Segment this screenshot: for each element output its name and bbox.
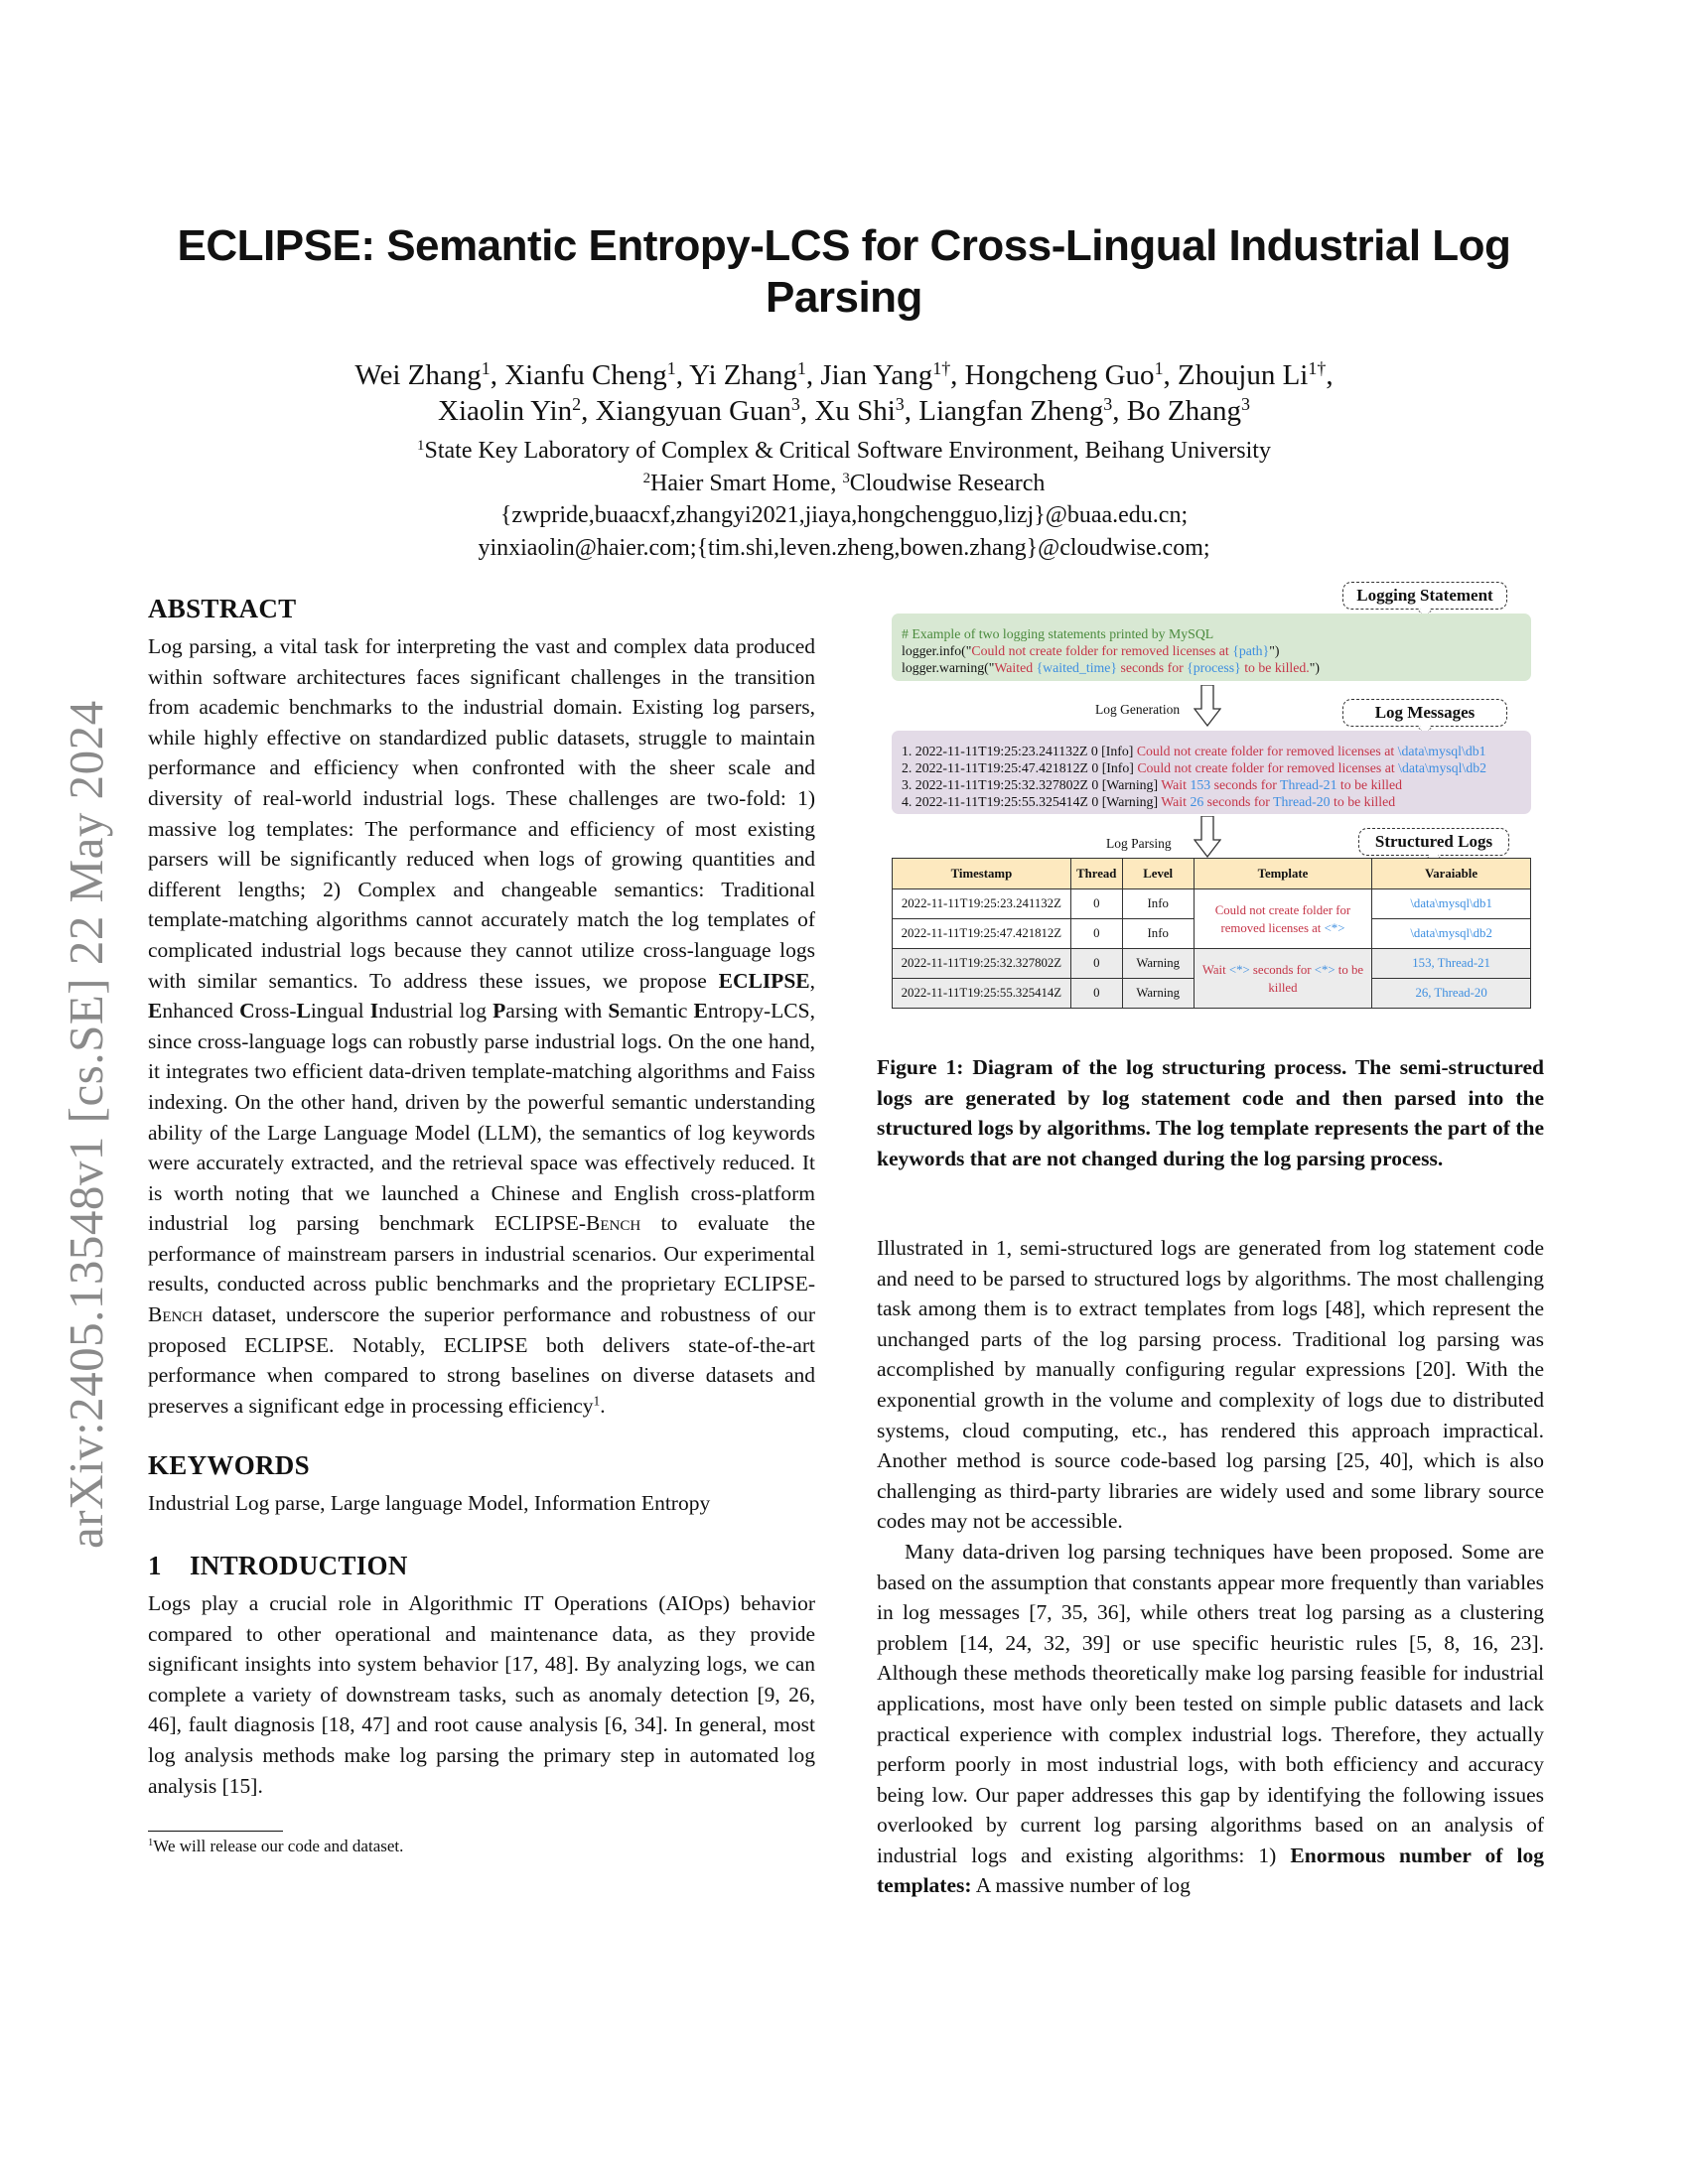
log-parsing-label: Log Parsing — [1106, 836, 1172, 851]
author: Jian Yang$^{1\dagger}$ — [820, 358, 951, 391]
cell-variable: 153, Thread-21 — [1372, 949, 1531, 979]
cell-timestamp: 2022-11-11T19:25:32.327802Z — [893, 949, 1071, 979]
log-message-4: 4. 2022-11-11T19:25:55.325414Z 0 [Warning] Wait 26 seconds for Thread-20 to be killed — [902, 794, 1396, 809]
cell-template: Wait <*> seconds for <*> to be killed — [1194, 949, 1372, 1009]
figure-1-log-structuring-diagram — [892, 582, 1531, 1028]
figure-1-caption: Figure 1: Diagram of the log structuring process. The semi-structured logs are generated by log statement code and then parsed into the structured logs by algorithms. The log template represents the part of the keywords that are not changed during the log parsing process. — [877, 1055, 1544, 1170]
log-messages-box — [892, 731, 1531, 814]
column-header-thread: Thread — [1070, 859, 1122, 889]
affiliation-1: $^1$State Key Laboratory of Complex & Critical Software Environment, Beihang University — [417, 437, 1271, 464]
abstract-heading: ABSTRACT — [148, 594, 297, 623]
author: Yi Zhang$^1$ — [689, 358, 806, 391]
cell-thread: 0 — [1070, 919, 1122, 949]
cell-level: Info — [1122, 919, 1194, 949]
author: Zhoujun $Li^{1\dagger}$ — [1178, 358, 1327, 391]
logging-statement-box — [892, 614, 1531, 681]
down-arrow-icon — [1194, 816, 1221, 858]
code-line-warning: logger.warning("Waited {waited_time} seconds for {process} to be killed.") — [902, 660, 1320, 675]
affiliations — [139, 435, 1549, 564]
email-line-1: {zwpride,buaacxf,zhangyi2021,jiaya,hongchengguo,lizj}@buaa.edu.cn; — [499, 502, 1189, 528]
cell-level: Warning — [1122, 949, 1194, 979]
footnote-mark[interactable]: 1 — [593, 1393, 601, 1409]
table-row — [893, 949, 1531, 979]
author-line-2: Xiaolin Yin$^2$, Xiangyuan Guan$^3$, Xu Shi$^3$, Liangfan Zheng$^3$, Bo Zhang$^3$ — [438, 394, 1250, 427]
introduction-paragraph-2: Illustrated in 1, semi-structured logs are generated from log statement code and need to be parsed to structured logs by algorithms. The most challenging task among them is to extract templates from logs [48], which represent the unchanged parts of the log parsing process. Traditional log parsing was accomplished by manually configuring regular expressions [20]. With the exponential growth in the volume and complexity of logs due to distributed systems, cloud computing, etc., has rendered this approach impractical. Another method is source code-based log parsing [25, 40], which is also challenging as third-party libraries are widely used and some library source codes may not be accessible. — [877, 1236, 1544, 1534]
table-row — [893, 889, 1531, 919]
cell-level: Warning — [1122, 979, 1194, 1009]
cell-timestamp: 2022-11-11T19:25:47.421812Z — [893, 919, 1071, 949]
introduction-heading: 1 INTRODUCTION — [148, 1551, 408, 1581]
cell-variable: \data\mysql\db1 — [1372, 889, 1531, 919]
down-arrow-icon — [1194, 685, 1221, 727]
abstract-text: Log parsing, a vital task for interpreting the vast and complex data produced within software architectures faces significant challenges in the transition from academic benchmarks to the industrial domain. Existing log parsers, while highly effective on standardized public datasets, struggle to maintain performance and efficiency when confronted with the sheer scale and diversity of real-world industrial logs. These challenges are two-fold: 1) massive log templates: The performance and efficiency of most existing parsers will be significantly reduced when logs of growing quantities and different lengths; 2) Complex and changeable semantics: Traditional template-matching algorithms cannot accurately match the log templates of complicated industrial logs because they cannot utilize cross-language logs with similar semantics. To address these issues, we propose ECLIPSE, Enhanced Cross-Lingual Industrial log Parsing with Semantic Entropy-LCS, since cross-language logs can robustly parse industrial logs. On the one hand, it integrates two efficient data-driven template-matching algorithms and Faiss indexing. On the other hand, driven by the powerful semantic understanding ability of the Large Language Model (LLM), the semantics of log keywords were accurately extracted, and the retrieval space was effectively reduced. It is worth noting that we launched a Chinese and English cross-platform industrial log parsing benchmark ECLIPSE-Bench to evaluate the performance of mainstream parsers in industrial scenarios. Our experimental results, conducted across public benchmarks and the proprietary ECLIPSE-Bench dataset, underscore the superior performance and robustness of our proposed ECLIPSE. Notably, ECLIPSE both delivers state-of-the-art performance when compared to strong baselines on diverse datasets and preserves a significant edge in processing efficiency$^1$. — [148, 634, 815, 1418]
column-header-template: Template — [1194, 859, 1372, 889]
keywords-text: Industrial Log parse, Large language Model, Information Entropy — [148, 1491, 711, 1516]
author: Xiaolin Yin$^2$ — [438, 394, 582, 427]
cell-timestamp: 2022-11-11T19:25:23.241132Z — [893, 889, 1071, 919]
cell-thread: 0 — [1070, 979, 1122, 1009]
table-header-row — [893, 859, 1531, 889]
author: Hongcheng Guo$^1$ — [964, 358, 1164, 391]
callout-structured-logs: Structured Logs — [1358, 828, 1509, 856]
author: Liangfan Zheng$^3$ — [918, 394, 1113, 427]
callout-log-messages: Log Messages — [1342, 699, 1507, 727]
arxiv-identifier-stamp: arXiv:2405.13548v1 [cs.SE] 22 May 2024 — [59, 700, 113, 1549]
structured-logs-table — [892, 858, 1531, 1009]
cell-variable: 26, Thread-20 — [1372, 979, 1531, 1009]
introduction-paragraph-1: Logs play a crucial role in Algorithmic IT Operations (AIOps) behavior compared to other operational and maintenance data, as they provide significant insights into system behavior [17, 48]. By analyzing logs, we can complete a variety of downstream tasks, such as anomaly detection [9, 26, 46], fault diagnosis [18, 47] and root cause analysis [6, 34]. In general, most log analysis methods make log parsing the primary step in automated log analysis [15]. — [148, 1591, 815, 1798]
paper-title: ECLIPSE: Semantic Entropy-LCS for Cross-Lingual Industrial Log Parsing — [177, 221, 1511, 322]
log-generation-label: Log Generation — [1095, 702, 1181, 717]
author: Xianfu Cheng$^1$ — [504, 358, 676, 391]
code-comment: # Example of two logging statements printed by MySQL — [902, 626, 1214, 641]
column-header-timestamp: Timestamp — [893, 859, 1071, 889]
code-line-info: logger.info("Could not create folder for removed licenses at {path}") — [902, 643, 1280, 658]
left-column — [148, 592, 815, 1857]
author-list — [139, 357, 1549, 429]
cell-template: Could not create folder for removed licenses at <*> — [1194, 889, 1372, 949]
column-header-level: Level — [1122, 859, 1194, 889]
introduction-paragraph-3: Many data-driven log parsing techniques have been proposed. Some are based on the assumption that constants appear more frequently than variables in log messages [7, 35, 36], while others treat log parsing as a clustering problem [14, 24, 32, 39] or use specific heuristic rules [5, 8, 16, 23]. Although these methods theoretically make log parsing feasible for industrial applications, most have only been tested on simple public datasets and lack practical experience with complex industrial logs. Therefore, they actually perform poorly in most industrial logs, with both efficiency and accuracy being low. Our paper addresses this gap by identifying the following issues overlooked by current log parsing algorithms based on an analysis of industrial logs and existing algorithms: 1) Enormous number of log templates: A massive number of log — [877, 1539, 1545, 1898]
footnote: $^1$We will release our code and dataset. — [148, 1837, 404, 1856]
cell-timestamp: 2022-11-11T19:25:55.325414Z — [893, 979, 1071, 1009]
author-line-1: Wei Zhang$^1$, Xianfu Cheng$^1$, Yi Zhang$^1$, Jian Yang$^{1\dagger}$, Hongcheng Guo$^1$, Zhoujun $Li^{1\dagger}$, — [354, 358, 1334, 391]
log-message-3: 3. 2022-11-11T19:25:32.327802Z 0 [Warning] Wait 153 seconds for Thread-21 to be killed — [902, 777, 1403, 792]
cell-level: Info — [1122, 889, 1194, 919]
column-header-variable: Varaiable — [1372, 859, 1531, 889]
callout-logging-statement: Logging Statement — [1342, 582, 1507, 610]
author: Xu Shi$^3$ — [814, 394, 905, 427]
keywords-heading: KEYWORDS — [148, 1450, 310, 1481]
author: Wei Zhang$^1$ — [354, 358, 491, 391]
affiliation-2-3: $^2$Haier Smart Home, $^3$Cloudwise Research — [642, 470, 1046, 496]
author: Bo Zhang$^3$ — [1126, 394, 1250, 427]
cell-variable: \data\mysql\db2 — [1372, 919, 1531, 949]
author: Xiangyuan Guan$^3$ — [595, 394, 800, 427]
cell-thread: 0 — [1070, 949, 1122, 979]
email-line-2: yinxiaolin@haier.com;{tim.shi,leven.zheng,bowen.zhang}@cloudwise.com; — [478, 534, 1210, 561]
right-column — [877, 1233, 1544, 1901]
log-message-1: 1. 2022-11-11T19:25:23.241132Z 0 [Info] Could not create folder for removed licenses at \data\mysql\db1 — [902, 744, 1486, 758]
log-message-2: 2. 2022-11-11T19:25:47.421812Z 0 [Info] Could not create folder for removed licenses at \data\mysql\db2 — [902, 760, 1487, 775]
footnote-divider — [148, 1831, 283, 1832]
cell-thread: 0 — [1070, 889, 1122, 919]
